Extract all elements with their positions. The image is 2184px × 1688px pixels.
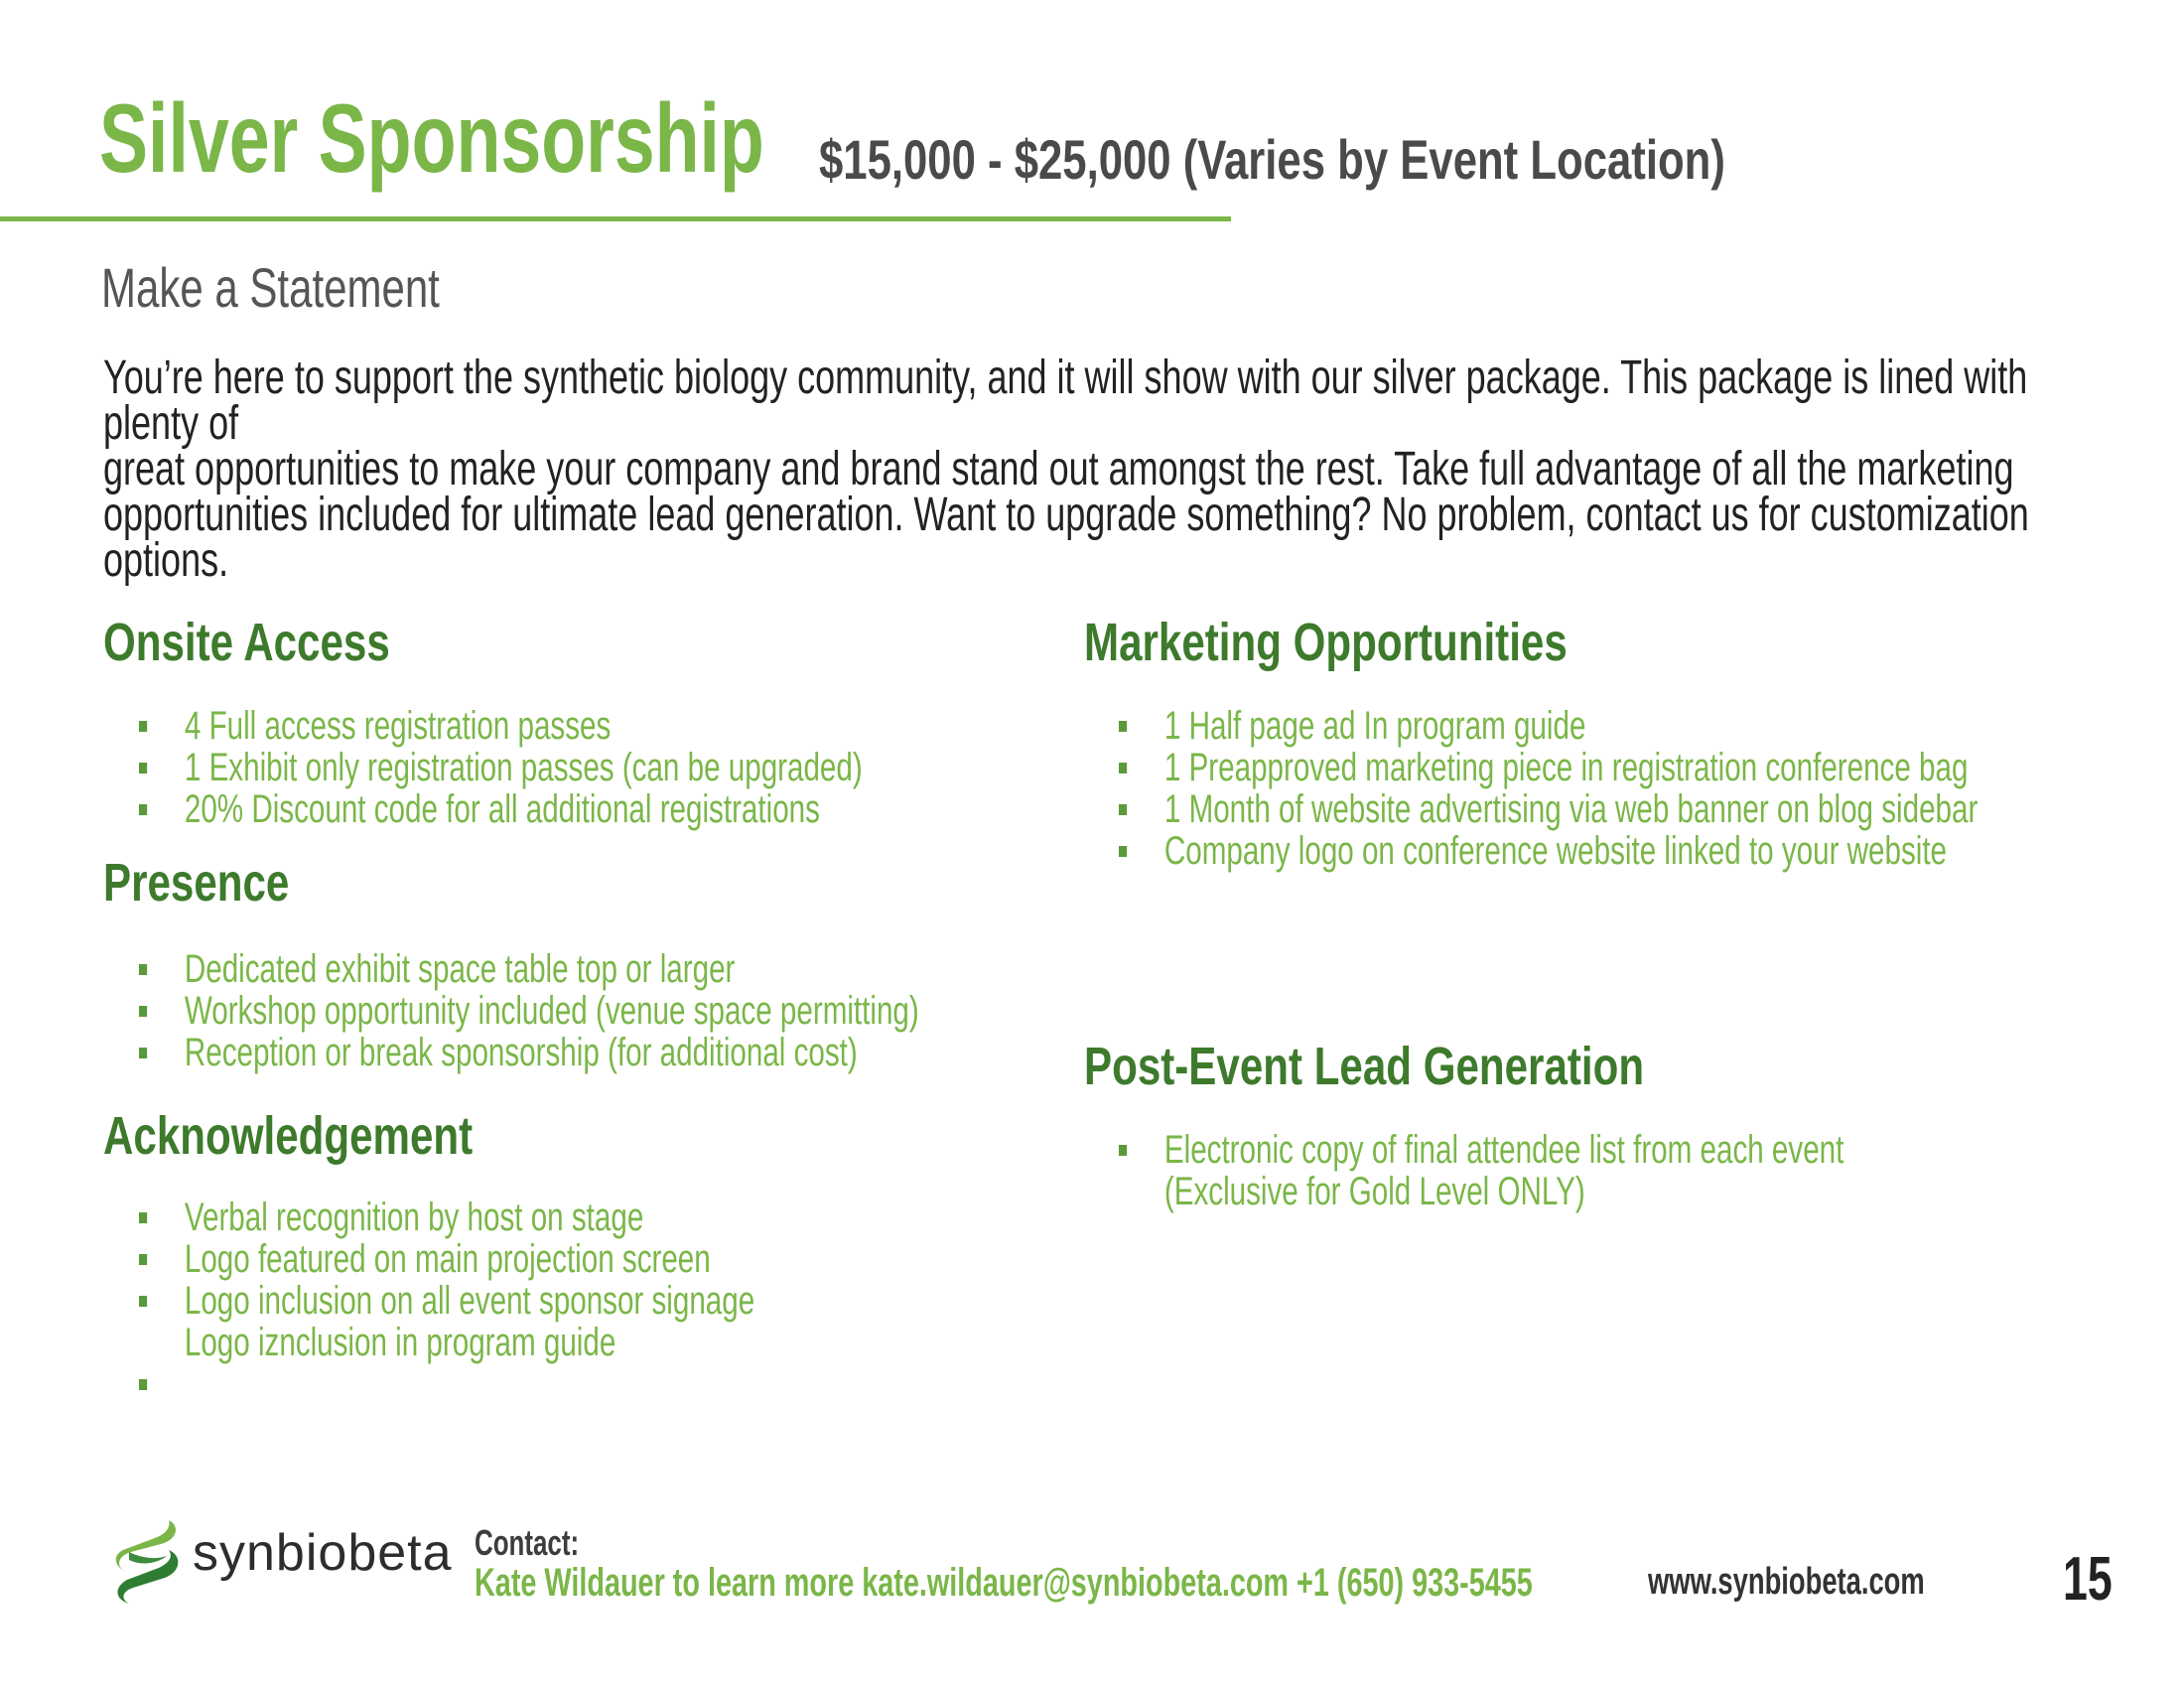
website-url: www.synbiobeta.com (1648, 1561, 1925, 1603)
onsite-access-heading: Onsite Access (103, 613, 390, 672)
list-item-text: Electronic copy of final attendee list from each event (1163, 1128, 1844, 1172)
bullet-icon (1119, 1145, 1127, 1156)
list-item-text: Verbal recognition by host on stage (184, 1196, 644, 1239)
page-number: 15 (2063, 1545, 2113, 1614)
list-item-text: Workshop opportunity included (venue space permitting) (184, 989, 919, 1033)
section-subheading: Make a Statement (101, 256, 440, 319)
bullet-icon (139, 763, 147, 774)
bullet-icon (139, 804, 147, 815)
intro-line: plenty of (103, 397, 239, 450)
bullet-icon (139, 1254, 147, 1265)
list-item-text: 1 Month of website advertising via web banner on blog sidebar (1163, 787, 1979, 831)
presence-heading: Presence (103, 853, 290, 913)
title-divider (0, 216, 1231, 221)
list-item (139, 1363, 754, 1405)
list-item-text: 4 Full access registration passes (184, 704, 612, 748)
intro-line: You’re here to support the synthetic biology community, and it will show with our silver package. This package is lined with (103, 352, 2028, 404)
bullet-icon (1119, 721, 1127, 732)
marketing-opportunities-list (1119, 705, 1978, 872)
list-item (1119, 788, 1978, 830)
list-item-text: Company logo on conference website linked to your website (1163, 829, 1948, 873)
list-item-text: Logo inclusion on all event sponsor signage (184, 1279, 755, 1323)
list-item-text: 1 Exhibit only registration passes (can be upgraded) (184, 746, 863, 789)
list-item (139, 788, 863, 830)
list-item-text: Dedicated exhibit space table top or larger (184, 947, 736, 991)
acknowledgement-heading: Acknowledgement (103, 1106, 474, 1166)
presence-list (139, 948, 919, 1073)
list-item (139, 948, 919, 990)
intro-line: opportunities included for ultimate lead generation. Want to upgrade something? No problem, contact us for customization (103, 489, 2029, 541)
list-item-text: 20% Discount code for all additional registrations (184, 787, 820, 831)
intro-line: options. (103, 534, 229, 587)
bullet-icon (1119, 846, 1127, 857)
post-event-list (1119, 1129, 1843, 1212)
bullet-icon (139, 721, 147, 732)
list-item (139, 990, 919, 1032)
list-item-text: (Exclusive for Gold Level ONLY) (1163, 1170, 1585, 1213)
synbiobeta-logo-icon (111, 1516, 185, 1606)
list-item (139, 747, 863, 788)
intro-paragraph (103, 352, 2128, 587)
bullet-icon (1119, 804, 1127, 815)
list-item-text: Logo iznclusion in program guide (184, 1321, 616, 1364)
list-item (139, 1238, 754, 1280)
list-item (1119, 1129, 1843, 1171)
post-event-heading: Post-Event Lead Generation (1084, 1037, 1645, 1096)
list-item-text: Reception or break sponsorship (for additional cost) (184, 1031, 858, 1074)
bullet-icon (139, 964, 147, 975)
list-item-text: 1 Half page ad In program guide (1163, 704, 1586, 748)
marketing-opportunities-heading: Marketing Opportunities (1084, 613, 1568, 672)
list-item-text: Logo featured on main projection screen (184, 1237, 711, 1281)
list-item (139, 1196, 754, 1238)
list-item (139, 1032, 919, 1073)
list-item (1119, 747, 1978, 788)
acknowledgement-list (139, 1196, 754, 1405)
list-item (139, 1280, 754, 1322)
page-title: Silver Sponsorship (99, 83, 764, 193)
list-item-text: 1 Preapproved marketing piece in registration conference bag (1163, 746, 1969, 789)
contact-label: Contact: (475, 1522, 580, 1563)
list-item (1119, 1171, 1843, 1212)
list-item (1119, 830, 1978, 872)
onsite-access-list (139, 705, 863, 830)
bullet-icon (139, 1048, 147, 1058)
intro-line: great opportunities to make your company and brand stand out amongst the rest. Take full advantage of all the marketing (103, 443, 2014, 495)
bullet-icon (139, 1212, 147, 1223)
contact-details: Kate Wildauer to learn more kate.wildauer@synbiobeta.com +1 (650) 933-5455 (475, 1561, 1533, 1605)
price-range: $15,000 - $25,000 (Varies by Event Location) (819, 128, 1725, 191)
list-item (139, 705, 863, 747)
bullet-icon (1119, 763, 1127, 774)
list-item (139, 1322, 754, 1363)
list-item (1119, 705, 1978, 747)
bullet-icon (139, 1379, 147, 1390)
brand-name: synbiobeta (193, 1524, 453, 1582)
bullet-icon (139, 1006, 147, 1017)
bullet-icon (139, 1296, 147, 1307)
